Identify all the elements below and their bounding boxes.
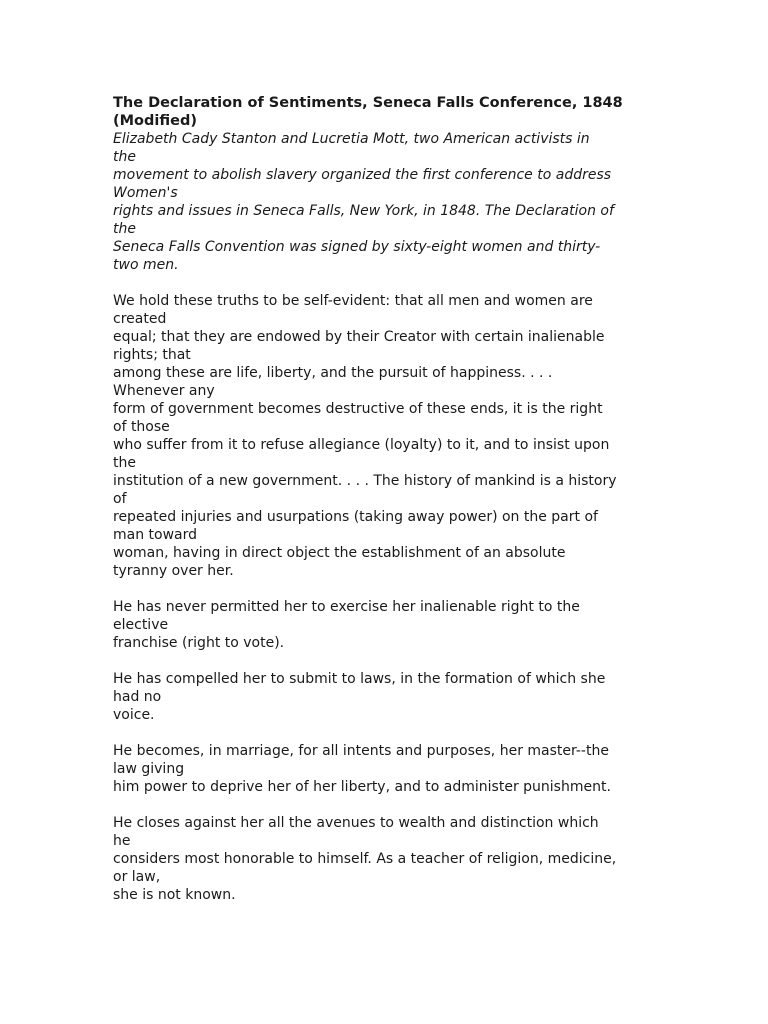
body-line: considers most honorable to himself. As a teacher of religion, medicine, — [113, 851, 617, 867]
intro-line: Seneca Falls Convention was signed by sixty-eight women and thirty- — [113, 239, 601, 255]
paragraph-spacer — [113, 724, 673, 742]
body-line: rights; that — [113, 347, 191, 363]
body-line: created — [113, 311, 167, 327]
body-paragraph-4 — [113, 742, 673, 796]
body-line: franchise (right to vote). — [113, 635, 285, 651]
title-line: The Declaration of Sentiments, Seneca Falls Conference, 1848 — [113, 95, 623, 111]
body-line: voice. — [113, 707, 155, 723]
body-line: the — [113, 455, 136, 471]
intro-line: rights and issues in Seneca Falls, New York, in 1848. The Declaration of — [113, 203, 614, 219]
body-line: or law, — [113, 869, 161, 885]
body-line: He has compelled her to submit to laws, in the formation of which she — [113, 671, 606, 687]
body-line: Whenever any — [113, 383, 215, 399]
body-line: tyranny over her. — [113, 563, 234, 579]
document-body — [113, 94, 673, 904]
intro-line: Elizabeth Cady Stanton and Lucretia Mott, two American activists in — [113, 131, 590, 147]
body-line: form of government becomes destructive of these ends, it is the right — [113, 401, 603, 417]
body-line: of those — [113, 419, 170, 435]
body-paragraph-5 — [113, 814, 673, 904]
body-line: law giving — [113, 761, 185, 777]
body-line: among these are life, liberty, and the pursuit of happiness. . . . — [113, 365, 553, 381]
document-title — [113, 94, 673, 130]
body-line: woman, having in direct object the establishment of an absolute — [113, 545, 566, 561]
body-line: elective — [113, 617, 169, 633]
body-line: institution of a new government. . . . The history of mankind is a history — [113, 473, 617, 489]
intro-line: Women's — [113, 185, 178, 201]
body-line: He becomes, in marriage, for all intents and purposes, her master--the — [113, 743, 609, 759]
body-line: We hold these truths to be self-evident: that all men and women are — [113, 293, 593, 309]
paragraph-spacer — [113, 580, 673, 598]
body-paragraph-2 — [113, 598, 673, 652]
body-line: man toward — [113, 527, 198, 543]
body-line: who suffer from it to refuse allegiance (loyalty) to it, and to insist upon — [113, 437, 610, 453]
body-line: him power to deprive her of her liberty, and to administer punishment. — [113, 779, 611, 795]
body-line: of — [113, 491, 127, 507]
body-line: he — [113, 833, 131, 849]
intro-line: the — [113, 221, 136, 237]
paragraph-spacer — [113, 652, 673, 670]
body-line: repeated injuries and usurpations (taking away power) on the part of — [113, 509, 598, 525]
title-line: (Modified) — [113, 113, 197, 129]
body-line: she is not known. — [113, 887, 236, 903]
paragraph-spacer — [113, 274, 673, 292]
intro-paragraph — [113, 130, 673, 274]
intro-line: two men. — [113, 257, 179, 273]
intro-line: the — [113, 149, 136, 165]
body-paragraph-1 — [113, 292, 673, 580]
body-paragraph-3 — [113, 670, 673, 724]
body-line: He has never permitted her to exercise her inalienable right to the — [113, 599, 580, 615]
body-line: He closes against her all the avenues to wealth and distinction which — [113, 815, 599, 831]
body-line: equal; that they are endowed by their Creator with certain inalienable — [113, 329, 605, 345]
intro-line: movement to abolish slavery organized the first conference to address — [113, 167, 612, 183]
paragraph-spacer — [113, 796, 673, 814]
body-line: had no — [113, 689, 162, 705]
